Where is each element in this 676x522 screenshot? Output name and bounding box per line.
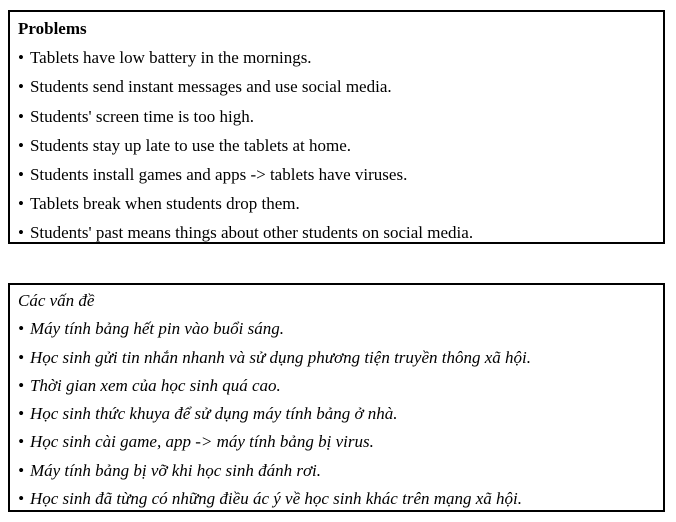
list-item <box>18 218 655 247</box>
item-text: Tablets break when students drop them. <box>29 194 300 214</box>
bullet-icon: • <box>18 347 24 367</box>
item-text: Students stay up late to use the tablets at home. <box>29 135 352 155</box>
item-text: Students' past means things about other students on social media. <box>29 223 474 243</box>
bullet-icon: • <box>18 460 24 480</box>
item-text: Học sinh gửi tin nhắn nhanh và sử dụng phương tiện truyền thông xã hội. <box>29 347 531 367</box>
item-text: Học sinh đã từng có những điều ác ý về học sinh khác trên mạng xã hội. <box>29 489 523 509</box>
box-title-vietnamese: Các vấn đề <box>18 291 95 310</box>
item-text: Students' screen time is too high. <box>29 106 254 126</box>
item-text: Thời gian xem của học sinh quá cao. <box>29 375 281 395</box>
item-text: Students install games and apps -> tablets have viruses. <box>29 165 408 185</box>
bullet-icon: • <box>18 489 24 509</box>
bullet-icon: • <box>18 77 24 97</box>
item-text: Students send instant messages and use social media. <box>29 77 392 97</box>
list-item <box>18 43 655 72</box>
list-item <box>18 315 655 343</box>
bullet-icon: • <box>18 194 24 214</box>
list-item <box>18 457 655 485</box>
item-text: Máy tính bảng bị vỡ khi học sinh đánh rơi. <box>29 460 322 480</box>
list-item <box>18 102 655 131</box>
list-item <box>18 189 655 218</box>
bullet-icon: • <box>18 106 24 126</box>
item-text: Học sinh thức khuya để sử dụng máy tính bảng ở nhà. <box>29 404 398 424</box>
list-item <box>18 160 655 189</box>
list-item <box>18 400 655 428</box>
bullet-icon: • <box>18 223 24 243</box>
list-item <box>18 72 655 101</box>
bullet-icon: • <box>18 319 24 339</box>
list-item <box>18 344 655 372</box>
list-item <box>18 428 655 456</box>
list-item <box>18 485 655 513</box>
bullet-icon: • <box>18 135 24 155</box>
box-title-english: Problems <box>18 19 87 38</box>
item-text: Máy tính bảng hết pin vào buổi sáng. <box>29 319 284 339</box>
bullet-icon: • <box>18 165 24 185</box>
bullet-icon: • <box>18 48 24 68</box>
problems-box-vietnamese <box>8 283 665 512</box>
bullet-icon: • <box>18 404 24 424</box>
item-text: Tablets have low battery in the mornings. <box>29 48 312 68</box>
bullet-icon: • <box>18 432 24 452</box>
list-item <box>18 372 655 400</box>
bullet-icon: • <box>18 375 24 395</box>
item-text: Học sinh cài game, app -> máy tính bảng bị virus. <box>29 432 374 452</box>
problems-box-english <box>8 10 665 244</box>
list-item <box>18 131 655 160</box>
